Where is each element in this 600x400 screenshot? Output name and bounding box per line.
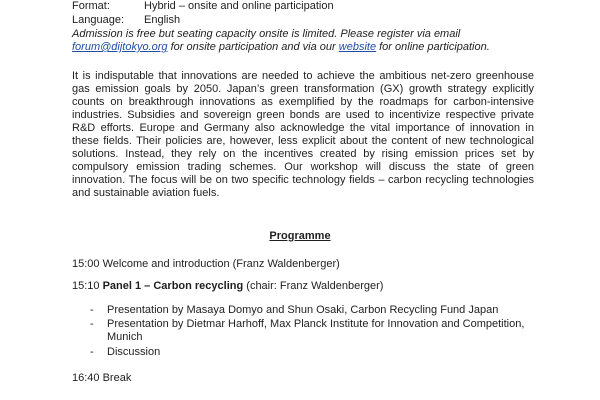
break-item: 16:40 Break — [72, 372, 132, 384]
language-label: Language: — [72, 14, 124, 26]
email-link[interactable]: forum@dijtokyo.org — [72, 41, 168, 53]
intro-paragraph: It is indisputable that innovations are needed to achieve the ambitious net-zero greenhouse gas emission goals by 2050. Japan’s green transformation (GX) growth strategy explicitly counts on breakthrough innovations as exemplified by the roadmaps for carbon-intensive industries. Subsidies and sovereign green bonds are used to incentivize respective private R&D efforts. Europe and Germany also acknowledge the vital importance of innovation in these fields. Their policies are, however, less explicit about the content of new technological solutions. Instead, they rely on the incentives created by rising emission prices set by compulsory emission trading schemes. Our workshop will discuss the state of green innovation. The focus will be on two specific technology fields – carbon recycling technologies and sustainable aviation fuels. — [72, 70, 534, 199]
panel-1-item: Presentation by Dietmar Harhoff, Max Planck Institute for Innovation and Competition, Munich — [107, 318, 525, 343]
bullet-mark: - — [90, 318, 94, 330]
panel-1-header — [72, 280, 383, 293]
admission-notice — [72, 28, 542, 54]
panel-1-item: Discussion — [107, 346, 161, 358]
language-row — [72, 14, 180, 27]
panel-1-item: Presentation by Masaya Domyo and Shun Osaki, Carbon Recycling Fund Japan — [107, 304, 499, 316]
panel-1-time: 15:10 — [72, 280, 103, 292]
notice-text-3: for online participation. — [376, 41, 490, 53]
website-link[interactable]: website — [338, 41, 377, 53]
format-value: Hybrid – onsite and online participation — [144, 0, 334, 12]
bullet-mark: - — [90, 304, 94, 316]
language-value: English — [144, 14, 181, 26]
bullet-mark: - — [90, 346, 94, 358]
panel-1-title: Panel 1 – Carbon recycling — [102, 280, 244, 292]
format-label: Format: — [72, 0, 110, 12]
format-row — [72, 0, 334, 13]
notice-text-2: for onsite participation and via our — [167, 41, 339, 53]
notice-text-1: Admission is free but seating capacity onsite is limited. Please register via email — [72, 28, 461, 40]
programme-heading: Programme — [269, 230, 331, 242]
welcome-item: 15:00 Welcome and introduction (Franz Waldenberger) — [72, 258, 340, 270]
panel-1-chair: (chair: Franz Waldenberger) — [243, 280, 384, 292]
